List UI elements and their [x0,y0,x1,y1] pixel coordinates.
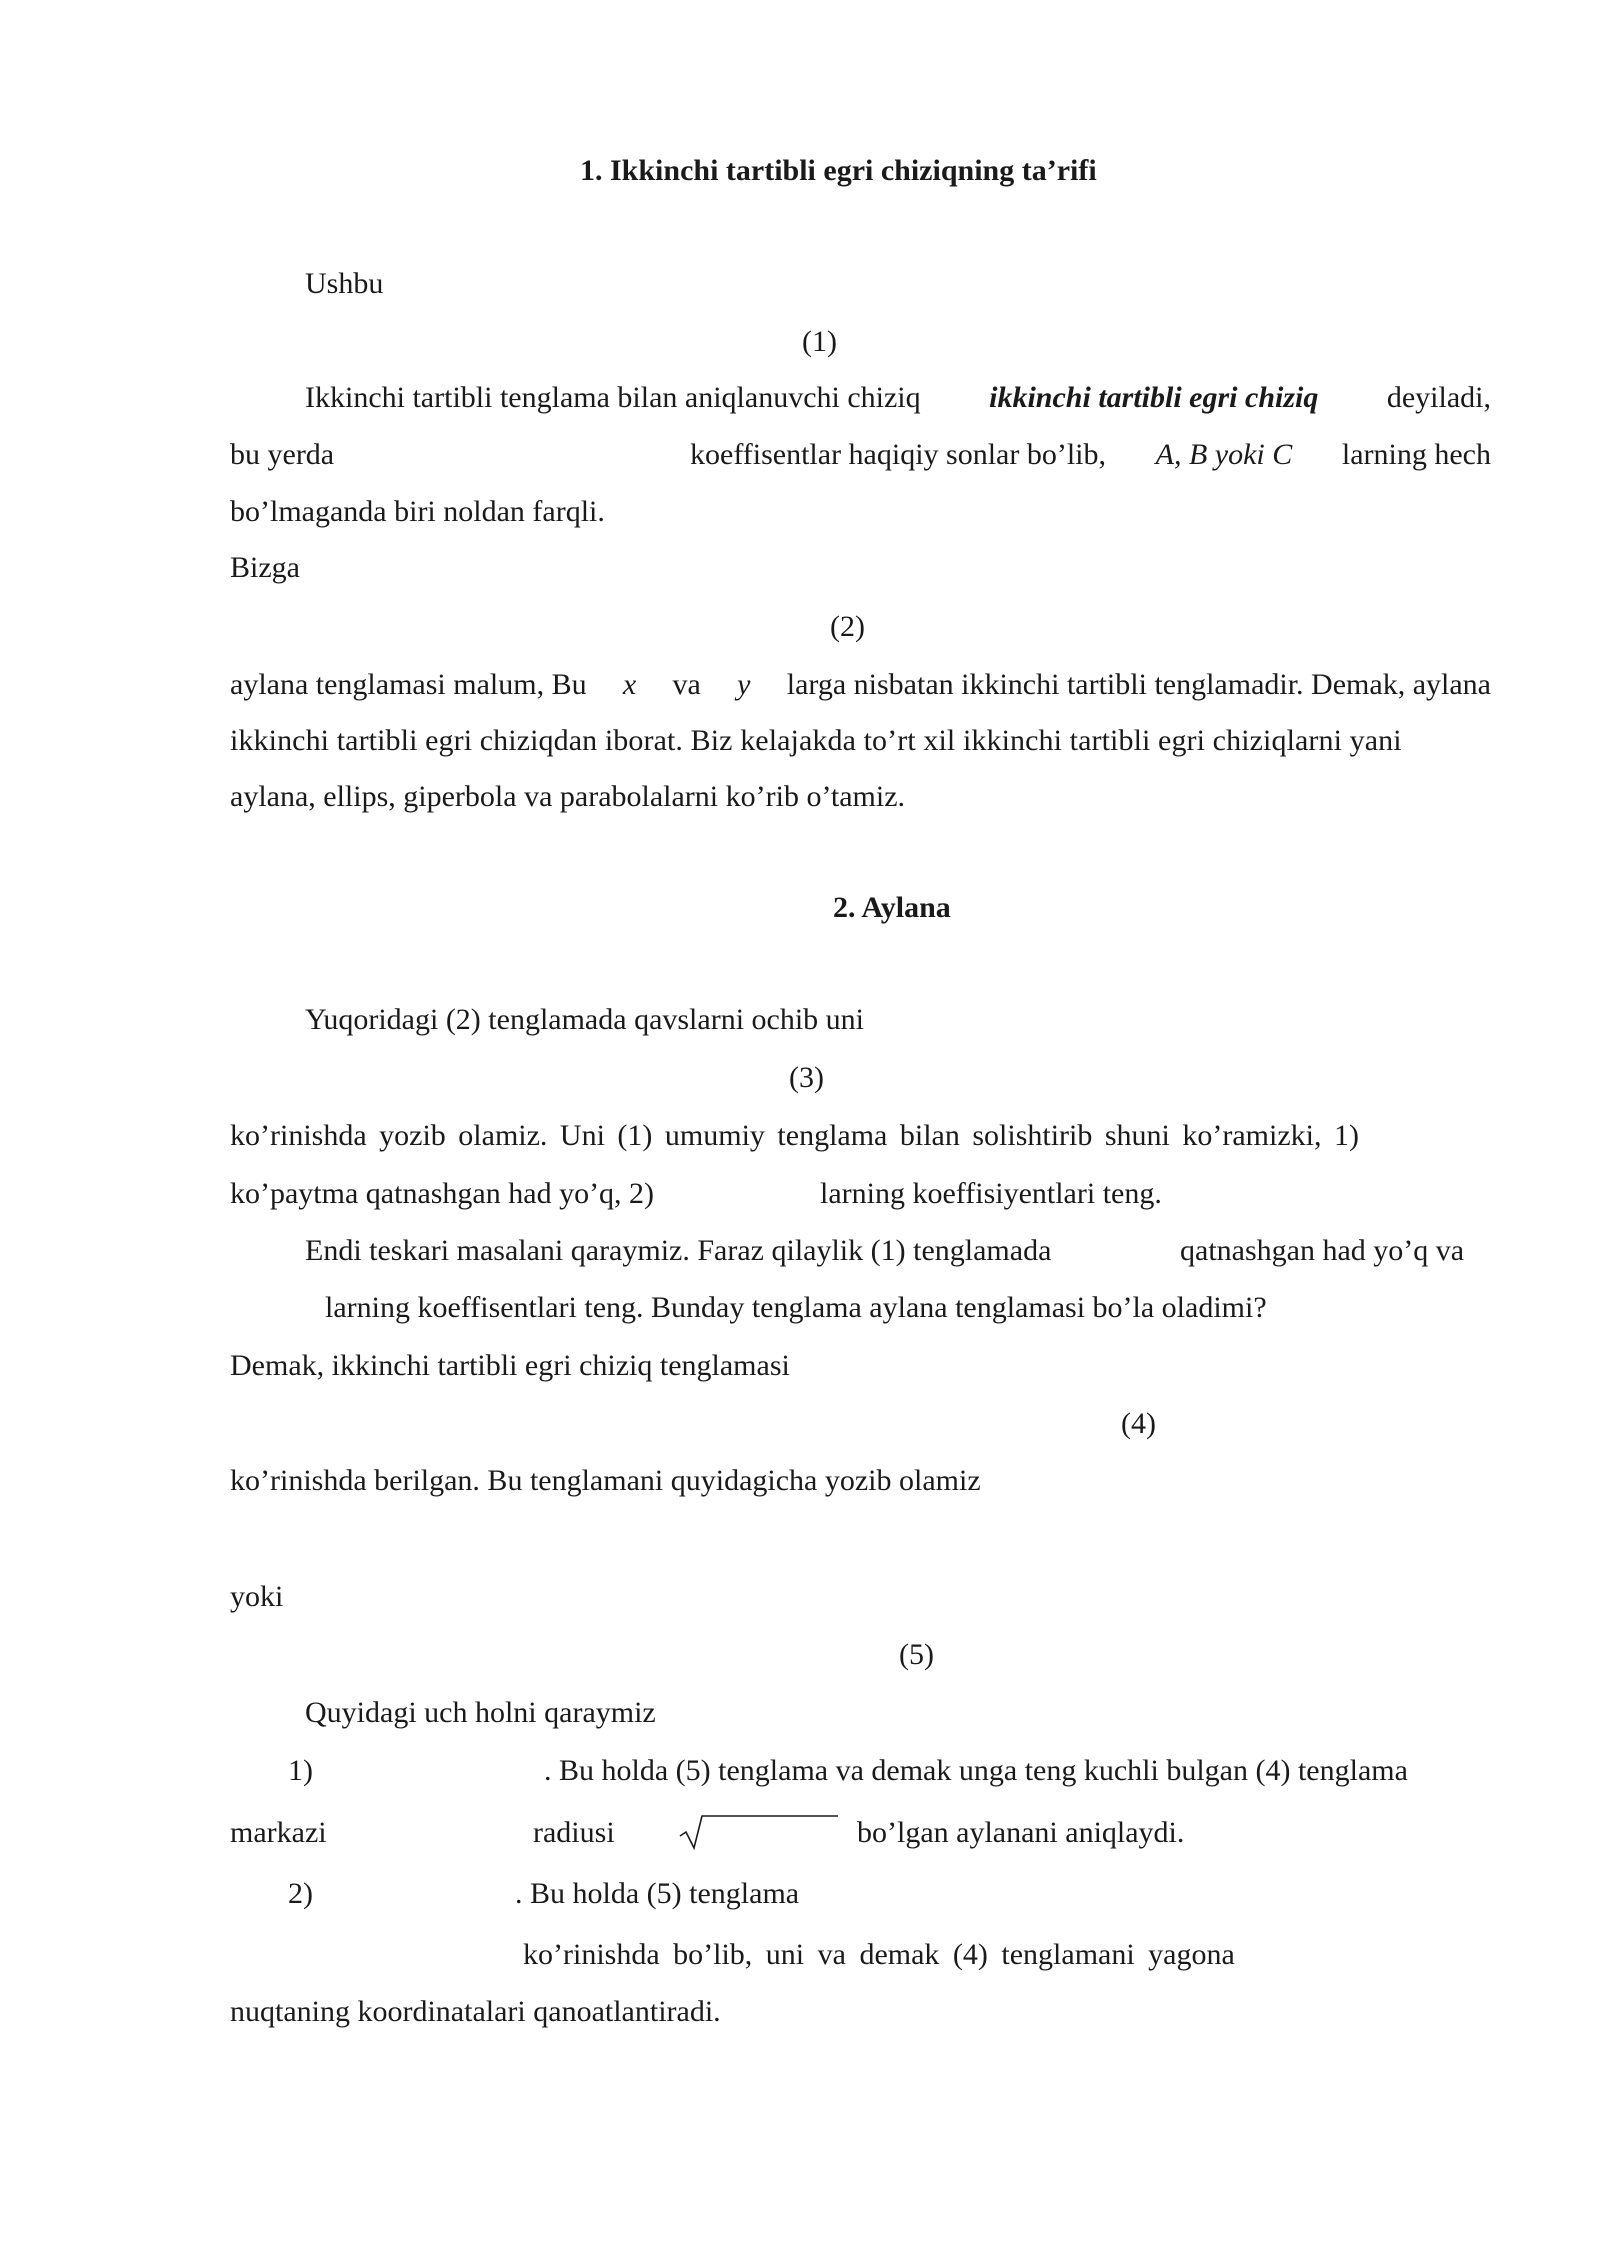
definition-end: deyiladi, [1386,381,1491,414]
case-1-text: . Bu holda (5) tenglama va demak unga teng kuchli bulgan (4) tenglama [544,1754,1408,1787]
equation-number-3: (3) [789,1061,824,1094]
coefficient-letters: A, B yoki C [1155,438,1293,471]
case-2-text: . Bu holda (5) tenglama [515,1877,800,1910]
circle-eq-text: aylana tenglamasi malum, Bu [230,668,587,701]
equation-number-4: (4) [1121,1407,1156,1440]
coefficients-text: koeffisentlar haqiqiy sonlar bo’lib, [690,438,1107,471]
rewrite-line: ko’rinishda berilgan. Bu tenglamani quyidagicha yozib olamiz [230,1464,981,1497]
case-1-number: 1) [288,1754,313,1787]
case-1-radius-label: radiusi [533,1816,615,1849]
paragraph-ushbu: Ushbu [305,267,384,300]
word-yoki: yoki [230,1580,284,1613]
compare-line: ko’rinishda yozib olamiz. Uni (1) umumiy tenglama bilan solishtirib shuni ko’ramizki, 1) [230,1119,1359,1152]
paragraph-bizga: Bizga [230,551,300,584]
var-x: x [622,668,637,701]
section-heading-2: 2. Aylana [833,891,951,924]
equation-number-2: (2) [830,610,865,643]
case-1-center-label: markazi [230,1816,327,1849]
section-heading-1: 1. Ikkinchi tartibli egri chiziqning ta’rifi [580,154,1097,187]
circle-eq-tail: larga nisbatan ikkinchi tartibli tenglamadir. Demak, aylana [786,668,1491,701]
product-term-line: ko’paytma qatnashgan had yo’q, 2) [230,1177,655,1210]
curve-list-line: aylana, ellips, giperbola va parabolalarni ko’rib o’tamiz. [230,780,906,813]
definition-text: Ikkinchi tartibli tenglama bilan aniqlanuvchi chiziq [305,381,921,414]
question-line: larning koeffisentlari teng. Bunday tenglama aylana tenglamasi bo’la oladimi? [325,1291,1267,1324]
definition-line [305,380,1491,416]
equal-coefficients-line: larning koeffisiyentlari teng. [820,1177,1162,1210]
defined-term: ikkinchi tartibli egri chiziq [989,381,1319,414]
coefficients-line-start: bu yerda [230,438,335,471]
var-y: y [737,668,751,701]
case-2-conclusion: nuqtaning koordinatalari qanoatlantiradi. [230,1995,721,2028]
case-2-unique-point: ko’rinishda bo’lib, uni va demak (4) tenglamani yagona [523,1938,1235,1971]
inverse-problem-tail: qatnashgan had yo’q va [1180,1234,1465,1267]
word-va: va [672,668,701,701]
three-cases-line: Quyidagi uch holni qaraymiz [305,1696,656,1729]
inverse-problem-line: Endi teskari masalani qaraymiz. Faraz qilaylik (1) tenglamada [305,1234,1052,1267]
coefficients-line-end [690,437,1491,473]
coefficients-tail: larning hech [1341,438,1491,471]
circle-equation-line [230,667,1491,703]
general-equation-line: Demak, ikkinchi tartibli egri chiziq tenglamasi [230,1349,790,1382]
equation-number-5: (5) [899,1638,934,1671]
case-1-conclusion: bo’lgan aylanani aniqlaydi. [857,1816,1185,1849]
expand-paragraph: Yuqoridagi (2) tenglamada qavslarni ochib uni [305,1003,865,1036]
square-root-icon [678,1812,838,1852]
curve-types-line: ikkinchi tartibli egri chiziqdan iborat. Biz kelajakda to’rt xil ikkinchi tartibli egri chiziqlarni yani [230,724,1402,757]
equation-number-1: (1) [802,325,837,358]
case-2-number: 2) [288,1877,313,1910]
nonzero-line: bo’lmaganda biri noldan farqli. [230,495,605,528]
